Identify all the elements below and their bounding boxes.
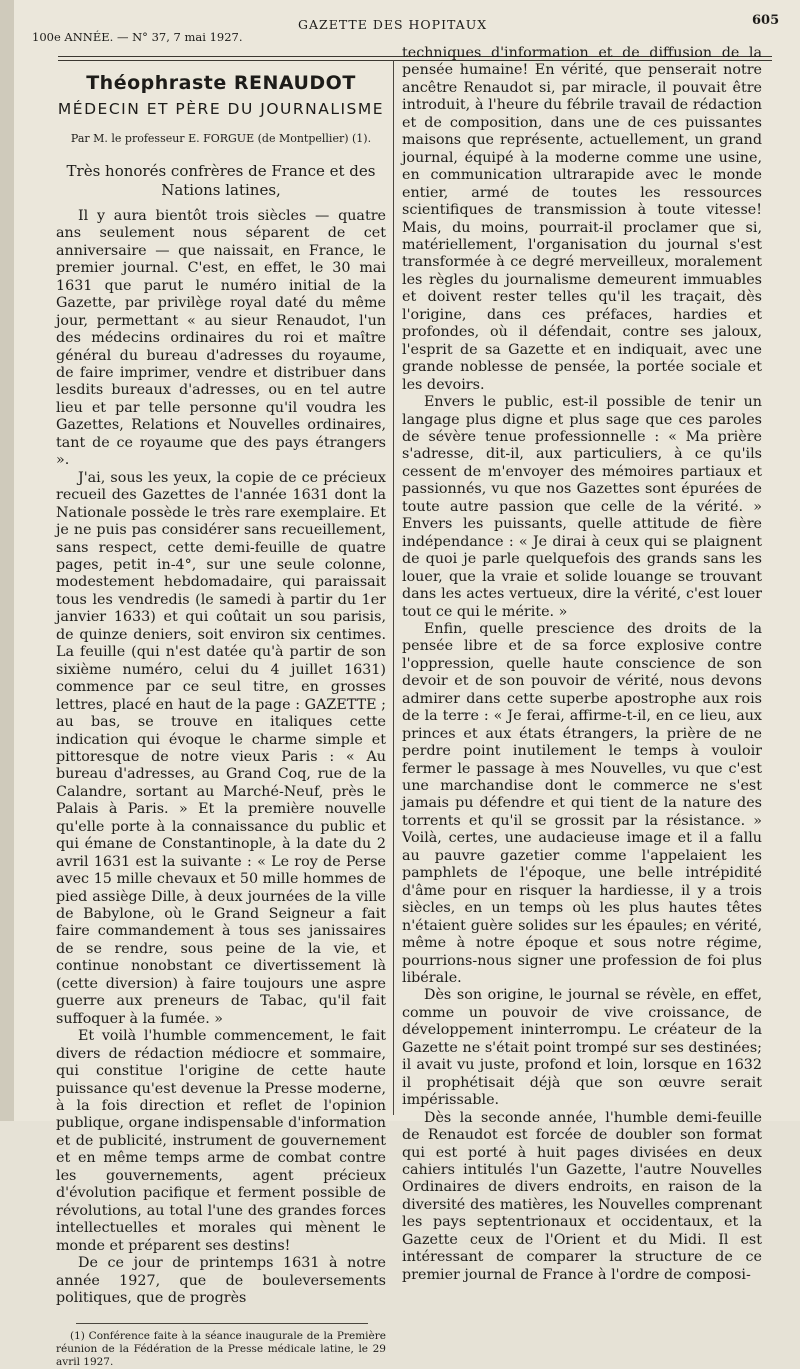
paragraph: Enfin, quelle prescience des droits de la pensée libre et de sa force explosive contre l'oppression, quelle haute conscience de son devoir et de son pouvoir de vérité, nous devons admirer dans cette superbe apostrophe aux rois de la terre : « Je ferai, affirme-t-il, en ce lieu, aux princes et aux états étrangers, la prière de ne perdre point inutilement le temps à vouloir fermer le passage à mes Nouvelles, vu que c'est une marchandise dont le commerce ne s'est jamais pu défendre et qui tient de la nature des torrents et qu'il se grossit par la résistance. » Voilà, certes, une audacieuse image et il a fallu au pauvre gazetier comme l'appelaient les pamphlets de l'époque, une belle intrépidité d'âme pour en risquer la hardiesse, il y a trois siècles, en un temps où les plus hautes têtes n'étaient guère solides sur les épaules; en vérité, même à notre époque et sous notre régime, pourrions-nous signer une profession de foi plus libérale. (402, 620, 762, 987)
paragraph: Dès la seconde année, l'humble demi-feuille de Renaudot est forcée de doubler son format qui est porté à huit pages divisées en deux cahiers intitulés l'un Gazette, l'autre Nouvelles Ordinaires de divers endroits, en raison de la diversité des matières, les Nouvelles comprenant les pays septentrionaux et occidentaux, et la Gazette ceux de l'Orient et du Midi. Il est intéressant de comparer la structure de ce premier journal de France à l'ordre de composi- (402, 1109, 762, 1283)
paragraph: Et voilà l'humble commencement, le fait divers de rédaction médiocre et sommaire, qui constitue l'origine de cette haute puissance qu'est devenue la Presse moderne, à la fois direction et reflet de l'opinion publique, organe indispensable d'information et de publicité, instrument de gouvernement et en même temps arme de combat contre les gouvernements, agent précieux d'évolution pacifique et ferment possible de révolutions, au total l'une des grandes forces intellectuelles et morales qui mènent le monde et préparent ses destins! (56, 1028, 386, 1254)
column-divider (393, 60, 394, 1115)
page-number: 605 (752, 13, 780, 28)
paragraph: Envers le public, est-il possible de tenir un langage plus digne et plus sage que ces paroles de sévère tenue professionnelle : « Ma prière s'adresse, dit-il, aux particuliers, à ce qu'ils cessent de m'envoyer des mémoires partiaux et passionnés, vu que nos Gazettes sont épurées de toute autre passion que celle de la vérité. » Envers les puissants, quelle attitude de fière indépendance : « Je dirai à ceux qui se plaignent de quoi je parle quelquefois des grands sans les louer, que la vraie et solide louange se trouvant dans les actes vertueux, dire la vérité, c'est louer tout ce qui le mérite. » (402, 394, 762, 620)
paragraph: Il y aura bientôt trois siècles — quatre ans seulement nous séparent de cet anniversaire — que naissait, en France, le premier journal. C'est, en effet, le 30 mai 1631 que parut le numéro initial de la Gazette, par privilège royal daté du même jour, permettant « au sieur Renaudot, l'un des médecins ordinaires du roi et maître général du bureau d'adresses du royaume, de faire imprimer, vendre et distribuer dans lesdits bureaux d'adresses, ou en tel autre lieu et par telle personne qu'il voudra les Gazettes, Relations et Nouvelles ordinaires, tant de ce royaume que des pays étrangers ». (56, 207, 386, 469)
footnote: (1) Conférence faite à la séance inaugurale de la Première réunion de la Fédération de la Presse médicale latine, le 29 avril 1927. (56, 1330, 386, 1369)
paragraph: J'ai, sous les yeux, la copie de ce précieux recueil des Gazettes de l'année 1631 dont la Nationale possède le très rare exemplaire. Et je ne puis pas considérer sans recueillement, sans respect, cette demi-feuille de quatre pages, petit in-4°, sur une seule colonne, modestement hebdomadaire, qui paraissait tous les vendredis (le samedi à partir du 1er janvier 1633) et qui coûtait un sou parisis, de quinze deniers, soit environ six centimes. La feuille (qui n'est datée qu'à partir de son sixième numéro, celui du 4 juillet 1631) commence par ce seul titre, en grosses lettres, placé en haut de la page : GAZETTE ; au bas, se trouve en italiques cette indication qui évoque le charme simple et pittoresque de notre vieux Paris : « Au bureau d'adresses, au Grand Coq, rue de la Calandre, sortant au Marché-Neuf, près le Palais à Paris. » Et la première nouvelle qu'elle porte à la connaissance du public et qui émane de Constantinople, à la date du 2 avril 1631 est la suivante : « Le roy de Perse avec 15 mille chevaux et 50 mille hommes de pied assiège Dille, à deux journées de la ville de Babylone, où le Grand Seigneur a fait faire commandement à tous ses janissaires de se rendre, sous peine de la vie, et continue nonobstant ce divertissement là (cette diversion) à faire toujours une aspre guerre aux preneurs de Tabac, qu'il fait suffoquer à la fumée. » (56, 469, 386, 1027)
paragraph: techniques d'information et de diffusion de la pensée humaine! En vérité, que penserait notre ancêtre Renaudot si, par miracle, il pouvait être introduit, à l'heure du fébrile travail de rédaction et de composition, dans une de ces puissantes maisons que représente, actuellement, un grand journal, équipé à la moderne comme une usine, en communication ultrarapide avec le monde entier, armé de toutes les ressources scientifiques de transmission à toute vitesse! Mais, du moins, pourrait-il proclamer que si, matériellement, l'organisation du journal s'est transformée à ce degré merveilleux, moralement les règles du journalisme demeurent immuables et doivent rester telles qu'il les traçait, dès l'origine, dans ces préfaces, hardies et profondes, où il défendait, contre ses jaloux, l'esprit de sa Gazette et en indiquait, avec une grande noblesse de pensée, la portée sociale et les devoirs. (402, 45, 762, 393)
issue-line: 100e ANNÉE. — N° 37, 7 mai 1927. (32, 30, 243, 44)
article-title: Théophraste RENAUDOT (86, 72, 356, 94)
page-gutter (0, 0, 14, 1121)
salutation: Très honorés confrères de France et des Nations latines, (66, 161, 376, 199)
left-column (56, 72, 386, 1369)
article-byline: Par M. le professeur E. FORGUE (de Montpellier) (1). (70, 132, 372, 146)
paragraph: De ce jour de printemps 1631 à notre année 1927, que de bouleversements politiques, que de progrès (56, 1255, 386, 1306)
footnote-rule (76, 1323, 368, 1324)
paragraph: Dès son origine, le journal se révèle, en effet, comme un pouvoir de vive croissance, de développement ininterrompu. Le créateur de la Gazette ne s'était point trompé sur ses destinées; il avait vu juste, profond et loin, lorsque en 1632 il prophétisait déjà que son œuvre serait impérissable. (402, 987, 762, 1109)
right-column (402, 45, 762, 1284)
article-subtitle: MÉDECIN ET PÈRE DU JOURNALISME (57, 100, 385, 119)
journal-header: GAZETTE DES HOPITAUX (298, 17, 488, 32)
